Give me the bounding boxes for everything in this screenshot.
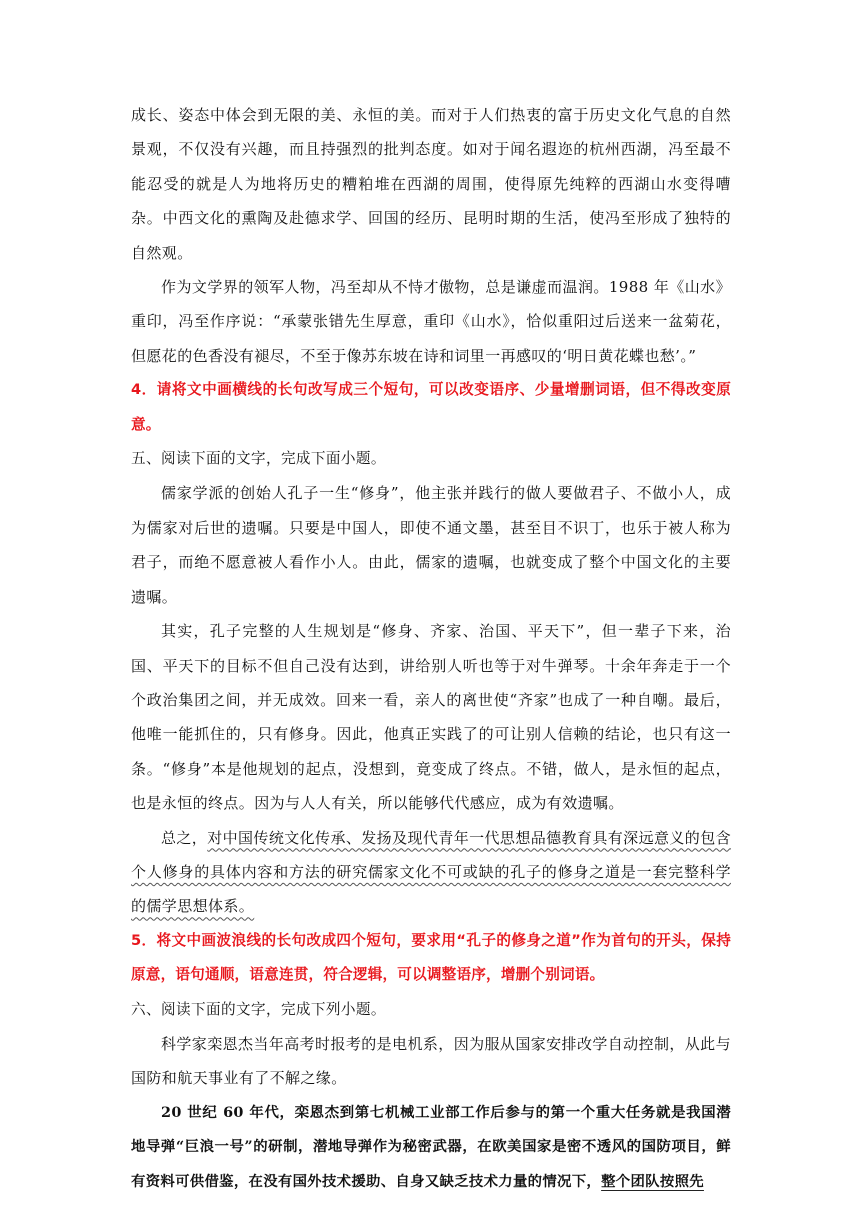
paragraph-fengzhi-preface: 作为文学界的领军人物，冯至却从不恃才傲物，总是谦虚而温润。1988 年《山水》重印，冯至作序说：“承蒙张错先生厚意，重印《山水》，恰似重阳过后送来一盆菊花，但愿花的色香没有褪尽，不至于像苏东坡在诗和词里一再感叹的‘明日黄花蝶也愁’。”: [131, 278, 731, 365]
straight-underlined-text: 整个团队按照先: [601, 1172, 704, 1190]
paragraph-luan-enjie-intro: 科学家栾恩杰当年高考时报考的是电机系，因为服从国家安排改学自动控制，从此与国防和航天事业有了不解之缘。: [131, 1034, 731, 1088]
question-5: 5．将文中画波浪线的长句改成四个短句，要求用“孔子的修身之道”作为首句的开头，保持原意，语句通顺，语意连贯，符合逻辑，可以调整语序，增删个别词语。: [131, 931, 731, 984]
section-6-heading: 六、阅读下面的文字，完成下列小题。: [131, 1000, 386, 1018]
paragraph-confucius-self-cultivation: 儒家学派的创始人孔子一生“修身”，他主张并践行的做人要做君子、不做小人，成为儒家对后世的遗嘱。只要是中国人，即使不通文墨，甚至目不识丁，也乐于被人称为君子，而绝不愿意被人看作小人。由此，儒家的遗嘱，也就变成了整个中国文化的主要遗嘱。: [131, 484, 731, 606]
paragraph-conclusion: [131, 821, 731, 924]
paragraph-julang-missile: [131, 1096, 731, 1199]
julang-main-text: 20 世纪 60 年代，栾恩杰到第七机械工业部工作后参与的第一个重大任务就是我国潜地导弹“巨浪一号”的研制，潜地导弹作为秘密武器，在欧美国家是密不透风的国防项目，鲜有资料可供借鉴，在没有国外技术援助、自身又缺乏技术力量的情况下，: [131, 1103, 731, 1190]
document-page: [131, 98, 731, 1199]
paragraph-confucius-life-plan: 其实，孔子完整的人生规划是“修身、齐家、治国、平天下”，但一辈子下来，治国、平天下的目标不但自己没有达到，讲给别人听也等于对牛弹琴。十余年奔走于一个个政治集团之间，并无成效。回来一看，亲人的离世使“齐家”也成了一种自嘲。最后，他唯一能抓住的，只有修身。因此，他真正实践了的可让别人信赖的结论，也只有这一条。“修身”本是他规划的起点，没想到，竟变成了终点。不错，做人，是永恒的起点，也是永恒的终点。因为与人人有关，所以能够代代感应，成为有效遗嘱。: [131, 622, 731, 813]
wavy-underlined-sentence: 对中国传统文化传承、发扬及现代青年一代思想品德教育具有深远意义的包含个人修身的具体内容和方法的研究儒家文化不可或缺的孔子的修身之道是一套完整科学的儒学思想体系。: [131, 828, 731, 916]
conclusion-prefix: 总之，: [161, 828, 208, 847]
question-4: 4．请将文中画横线的长句改写成三个短句，可以改变语序、少量增删词语，但不得改变原意。: [131, 381, 731, 433]
section-5-heading: 五、阅读下面的文字，完成下面小题。: [131, 450, 386, 468]
paragraph-fengzhi-nature-view: 成长、姿态中体会到无限的美、永恒的美。而对于人们热衷的富于历史文化气息的自然景观，不仅没有兴趣，而且持强烈的批判态度。如对于闻名遐迩的杭州西湖，冯至最不能忍受的就是人为地将历史的糟粕堆在西湖的周围，使得原先纯粹的西湖山水变得嘈杂。中西文化的熏陶及赴德求学、回国的经历、昆明时期的生活，使冯至形成了独特的自然观。: [131, 106, 731, 262]
